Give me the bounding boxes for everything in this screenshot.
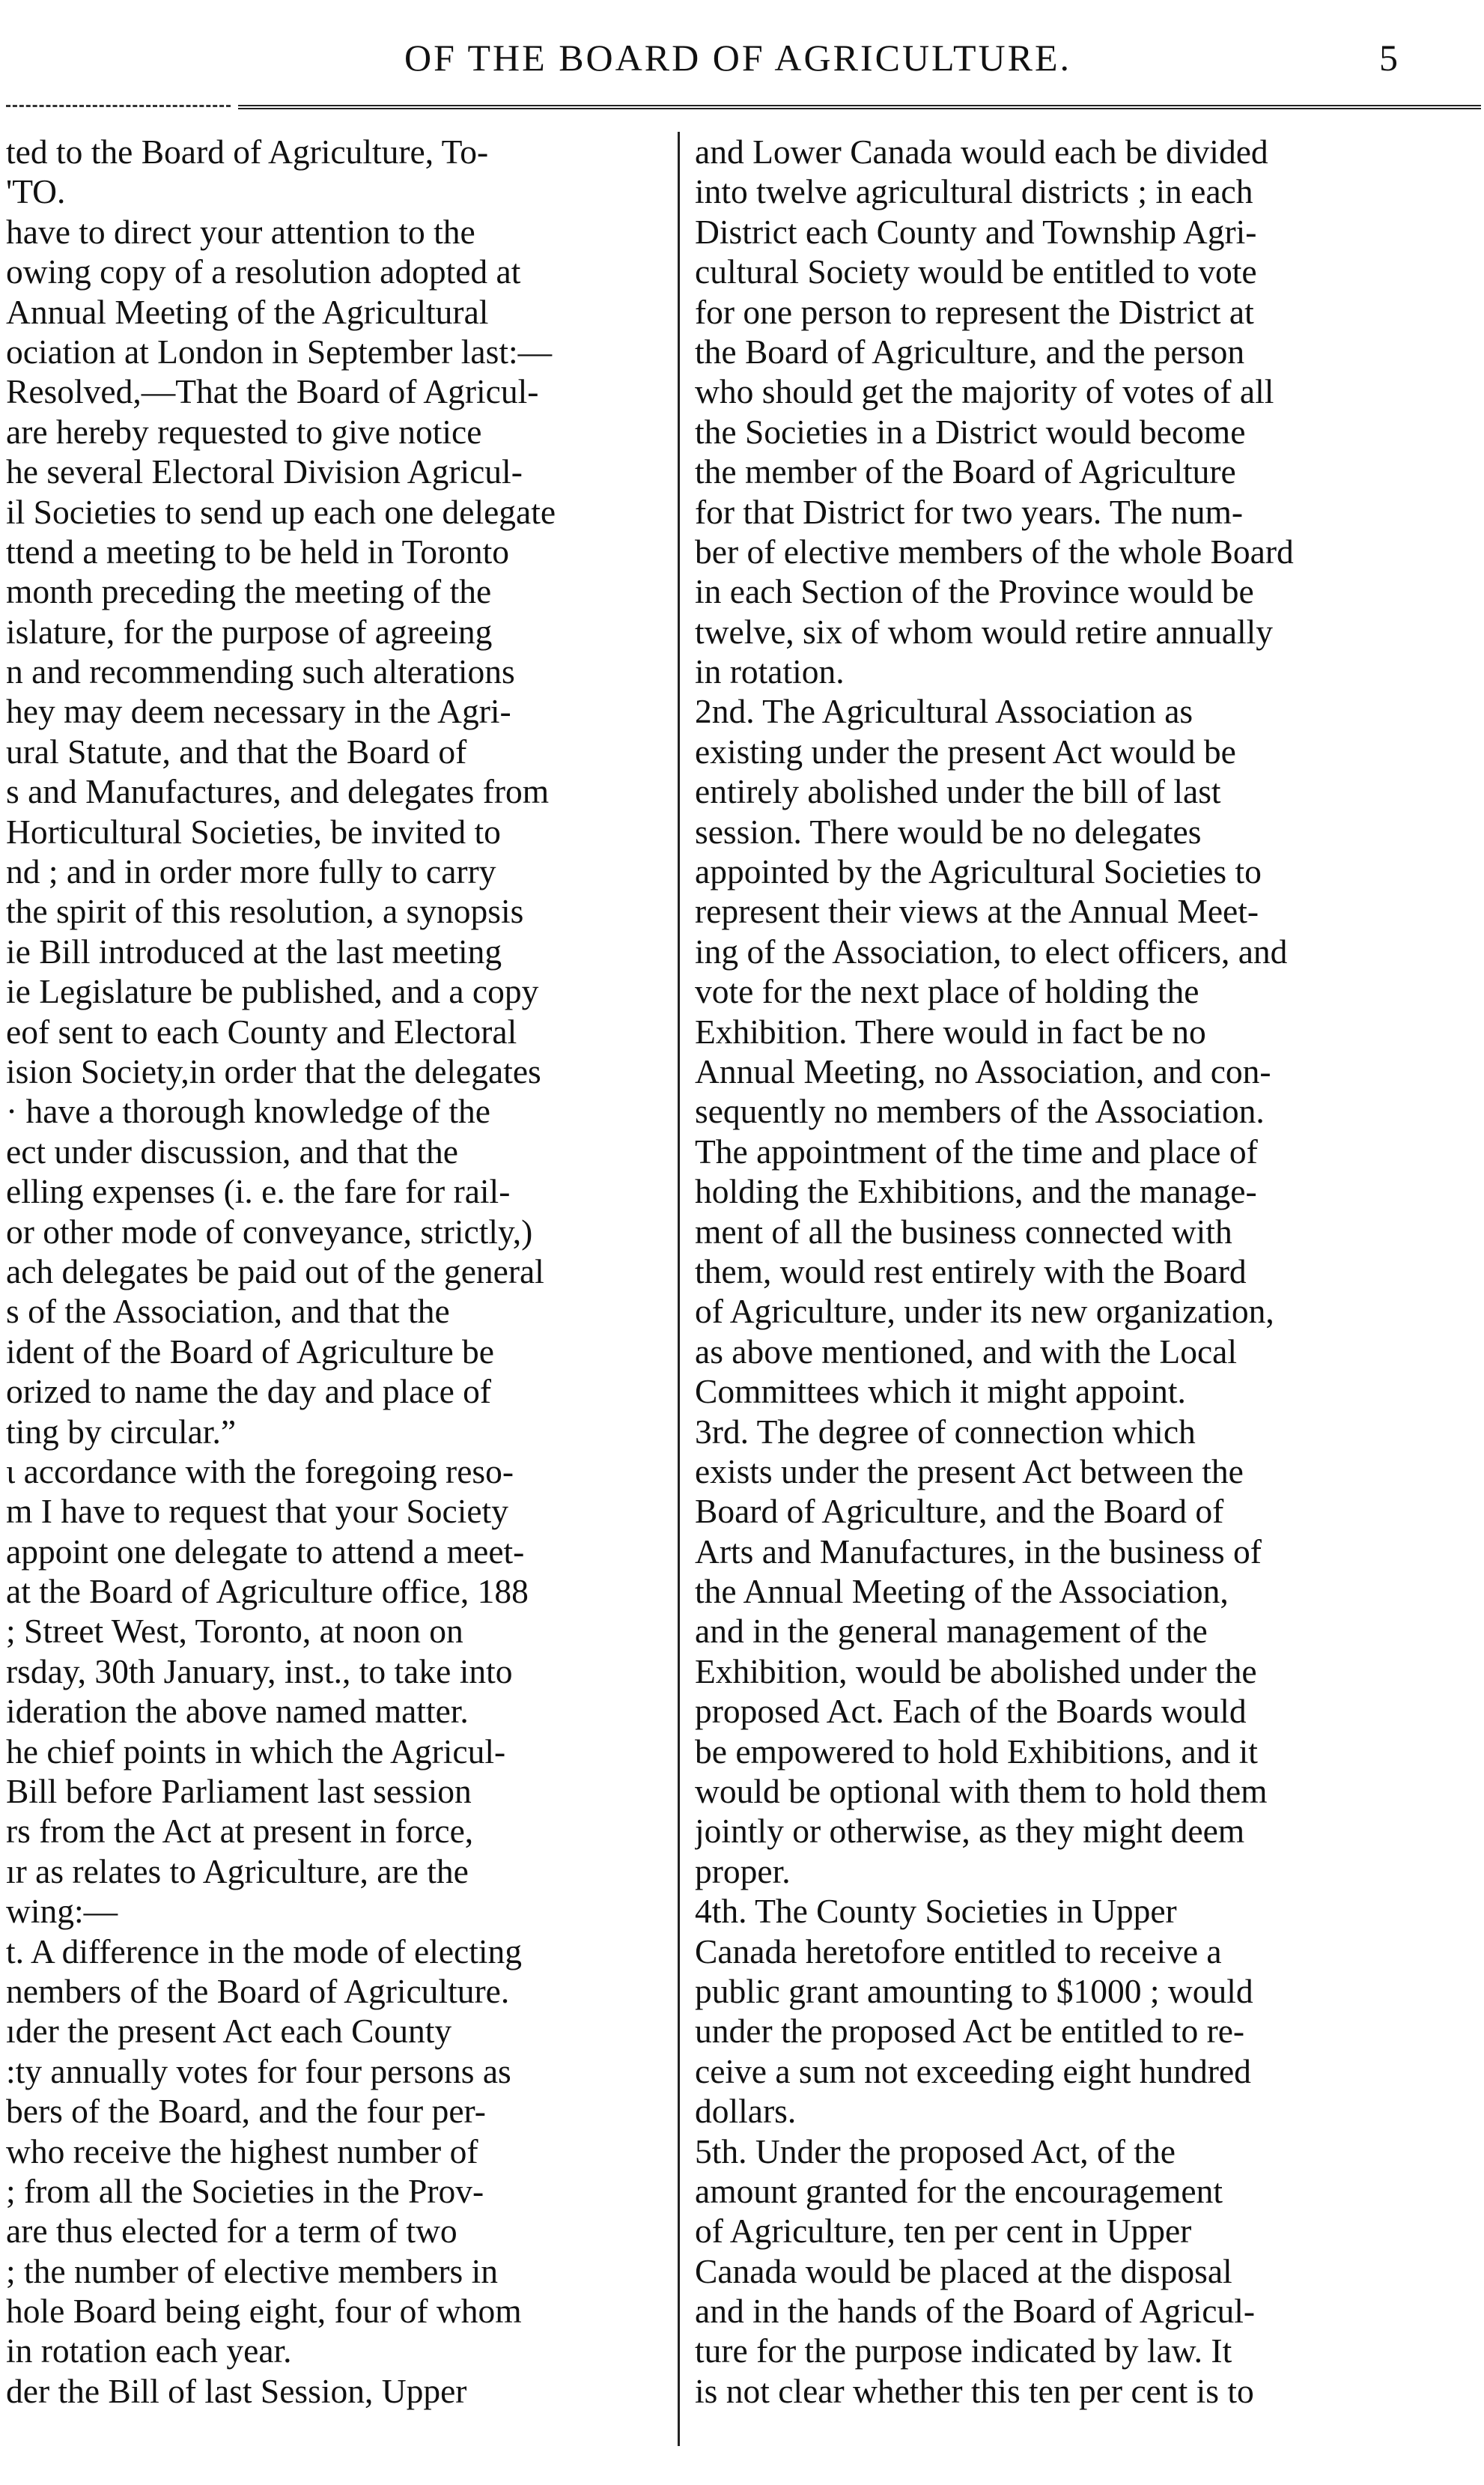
text-line: appointed by the Agricultural Societies to	[695, 852, 1262, 891]
text-line: ect under discussion, and that the	[6, 1132, 458, 1171]
text-line: and in the hands of the Board of Agricul-	[695, 2292, 1256, 2331]
text-line: ttend a meeting to be held in Toronto	[6, 532, 510, 571]
text-line: and in the general management of the	[695, 1612, 1208, 1651]
text-line: ture for the purpose indicated by law. It	[695, 2331, 1232, 2370]
text-line: hole Board being eight, four of whom	[6, 2292, 522, 2331]
text-line: are hereby requested to give notice	[6, 412, 482, 451]
header-rule-double	[238, 105, 1481, 109]
text-line: ing of the Association, to elect officers, and	[695, 932, 1288, 971]
text-line: be empowered to hold Exhibitions, and it	[695, 1732, 1258, 1771]
text-line: 2nd. The Agricultural Association as	[695, 692, 1193, 731]
text-line: would be optional with them to hold them	[695, 1772, 1268, 1811]
text-line: for one person to represent the District at	[695, 292, 1254, 331]
text-line: he several Electoral Division Agricul-	[6, 452, 523, 491]
text-line: twelve, six of whom would retire annually	[695, 612, 1274, 651]
text-line: District each County and Township Agri-	[695, 212, 1257, 251]
text-line: appoint one delegate to attend a meet-	[6, 1532, 525, 1571]
text-line: s and Manufactures, and delegates from	[6, 772, 550, 811]
text-line: Board of Agriculture, and the Board of	[695, 1492, 1224, 1531]
text-line: or other mode of conveyance, strictly,)	[6, 1212, 533, 1251]
text-line: islature, for the purpose of agreeing	[6, 612, 493, 651]
text-line: session. There would be no delegates	[695, 812, 1202, 851]
text-line: and Lower Canada would each be divided	[695, 133, 1268, 171]
text-line: ociation at London in September last:—	[6, 332, 553, 371]
text-line: in each Section of the Province would be	[695, 572, 1254, 611]
column-divider	[678, 132, 680, 2446]
left-column	[6, 132, 659, 2454]
text-line: cultural Society would be entitled to vote	[695, 252, 1257, 291]
text-line: Arts and Manufactures, in the business of	[695, 1532, 1262, 1571]
text-line: der the Bill of last Session, Upper	[6, 2371, 467, 2410]
text-line: ted to the Board of Agriculture, To-	[6, 133, 489, 171]
text-line: dollars.	[695, 2092, 797, 2131]
text-line: 4th. The County Societies in Upper	[695, 1892, 1177, 1931]
text-line: the Annual Meeting of the Association,	[695, 1572, 1229, 1611]
text-line: elling expenses (i. e. the fare for rail-	[6, 1172, 511, 1211]
text-line: have to direct your attention to the	[6, 212, 475, 251]
text-line: ι accordance with the foregoing reso-	[6, 1451, 514, 1490]
text-line: public grant amounting to $1000 ; would	[695, 1971, 1253, 2010]
text-line: he chief points in which the Agricul-	[6, 1732, 506, 1771]
text-line: the Board of Agriculture, and the person	[695, 332, 1245, 371]
text-line: ceive a sum not exceeding eight hundred	[695, 2051, 1251, 2090]
text-line: Exhibition. There would in fact be no	[695, 1012, 1206, 1051]
text-line: ie Legislature be published, and a copy	[6, 972, 539, 1011]
text-line: existing under the present Act would be	[695, 732, 1236, 771]
text-line: proper.	[695, 1851, 791, 1890]
text-line: rsday, 30th January, inst., to take into	[6, 1651, 513, 1690]
text-line: the member of the Board of Agriculture	[695, 452, 1236, 491]
text-line: ident of the Board of Agriculture be	[6, 1332, 494, 1371]
text-line: proposed Act. Each of the Boards would	[695, 1692, 1247, 1731]
text-line: nd ; and in order more fully to carry	[6, 852, 496, 891]
text-line: :ty annually votes for four persons as	[6, 2051, 511, 2090]
text-line: 5th. Under the proposed Act, of the	[695, 2131, 1176, 2170]
text-line: month preceding the meeting of the	[6, 572, 492, 611]
text-line: holding the Exhibitions, and the manage-	[695, 1172, 1257, 1211]
text-line: ır as relates to Agriculture, are the	[6, 1851, 469, 1890]
page-header	[0, 36, 1484, 96]
text-line: of Agriculture, ten per cent in Upper	[695, 2212, 1192, 2251]
text-line: at the Board of Agriculture office, 188	[6, 1572, 529, 1611]
text-line: Horticultural Societies, be invited to	[6, 812, 501, 851]
text-line: exists under the present Act between the	[695, 1451, 1244, 1490]
text-line: Annual Meeting, no Association, and con-	[695, 1052, 1271, 1090]
text-line: ting by circular.”	[6, 1412, 237, 1451]
text-line: 3rd. The degree of connection which	[695, 1412, 1196, 1451]
text-line: amount granted for the encouragement	[695, 2171, 1223, 2210]
text-line: owing copy of a resolution adopted at	[6, 252, 521, 291]
text-line: Canada heretofore entitled to receive a	[695, 1932, 1222, 1970]
text-line: under the proposed Act be entitled to re-	[695, 2012, 1245, 2051]
page-number: 5	[1379, 37, 1398, 79]
text-line: who should get the majority of votes of all	[695, 372, 1274, 411]
text-line: Resolved,—That the Board of Agricul-	[6, 372, 539, 411]
text-line: in rotation.	[695, 652, 845, 691]
text-line: rs from the Act at present in force,	[6, 1812, 474, 1851]
text-line: ideration the above named matter.	[6, 1692, 469, 1731]
text-line: Annual Meeting of the Agricultural	[6, 292, 489, 331]
text-line: ision Society,in order that the delegates	[6, 1052, 541, 1090]
text-line: ; from all the Societies in the Prov-	[6, 2171, 484, 2210]
text-line: orized to name the day and place of	[6, 1372, 492, 1411]
text-line: ber of elective members of the whole Board	[695, 532, 1294, 571]
text-line: ment of all the business connected with	[695, 1212, 1232, 1251]
text-line: into twelve agricultural districts ; in each	[695, 172, 1253, 211]
text-line: m I have to request that your Society	[6, 1492, 508, 1531]
header-rule-dashed	[6, 105, 231, 107]
text-line: hey may deem necessary in the Agri-	[6, 692, 511, 731]
text-line: ; the number of elective members in	[6, 2251, 498, 2290]
text-line: them, would rest entirely with the Board	[695, 1251, 1247, 1290]
text-line: bers of the Board, and the four per-	[6, 2092, 486, 2131]
text-line: Canada would be placed at the disposal	[695, 2251, 1232, 2290]
text-line: the Societies in a District would become	[695, 412, 1246, 451]
text-line: for that District for two years. The num-	[695, 492, 1244, 531]
text-line: ie Bill introduced at the last meeting	[6, 932, 502, 971]
text-line: 'TO.	[6, 172, 66, 211]
text-line: nembers of the Board of Agriculture.	[6, 1971, 510, 2010]
text-line: jointly or otherwise, as they might deem	[695, 1812, 1245, 1851]
text-line: t. A difference in the mode of electing	[6, 1932, 523, 1970]
text-line: · have a thorough knowledge of the	[6, 1092, 490, 1131]
text-line: ach delegates be paid out of the general	[6, 1251, 544, 1290]
text-line: ; Street West, Toronto, at noon on	[6, 1612, 463, 1651]
text-line: entirely abolished under the bill of last	[695, 772, 1221, 811]
text-line: n and recommending such alterations	[6, 652, 515, 691]
text-line: wing:—	[6, 1892, 118, 1931]
running-title: OF THE BOARD OF AGRICULTURE.	[404, 37, 1072, 79]
text-line: il Societies to send up each one delegate	[6, 492, 556, 531]
text-line: The appointment of the time and place of	[695, 1132, 1258, 1171]
text-line: who receive the highest number of	[6, 2131, 478, 2170]
text-line: Exhibition, would be abolished under the	[695, 1651, 1257, 1690]
text-line: s of the Association, and that the	[6, 1292, 450, 1331]
text-line: as above mentioned, and with the Local	[695, 1332, 1237, 1371]
text-line: sequently no members of the Association.	[695, 1092, 1265, 1131]
text-line: represent their views at the Annual Meet-	[695, 892, 1259, 931]
right-column	[695, 132, 1447, 2454]
text-line: Bill before Parliament last session	[6, 1772, 472, 1811]
text-line: are thus elected for a term of two	[6, 2212, 457, 2251]
text-line: ural Statute, and that the Board of	[6, 732, 467, 771]
text-line: the spirit of this resolution, a synopsis	[6, 892, 524, 931]
text-line: of Agriculture, under its new organization,	[695, 1292, 1274, 1331]
text-line: ıder the present Act each County	[6, 2012, 452, 2051]
text-line: is not clear whether this ten per cent is to	[695, 2371, 1254, 2410]
text-line: eof sent to each County and Electoral	[6, 1012, 517, 1051]
text-line: vote for the next place of holding the	[695, 972, 1199, 1011]
text-line: Committees which it might appoint.	[695, 1372, 1186, 1411]
text-line: in rotation each year.	[6, 2331, 292, 2370]
